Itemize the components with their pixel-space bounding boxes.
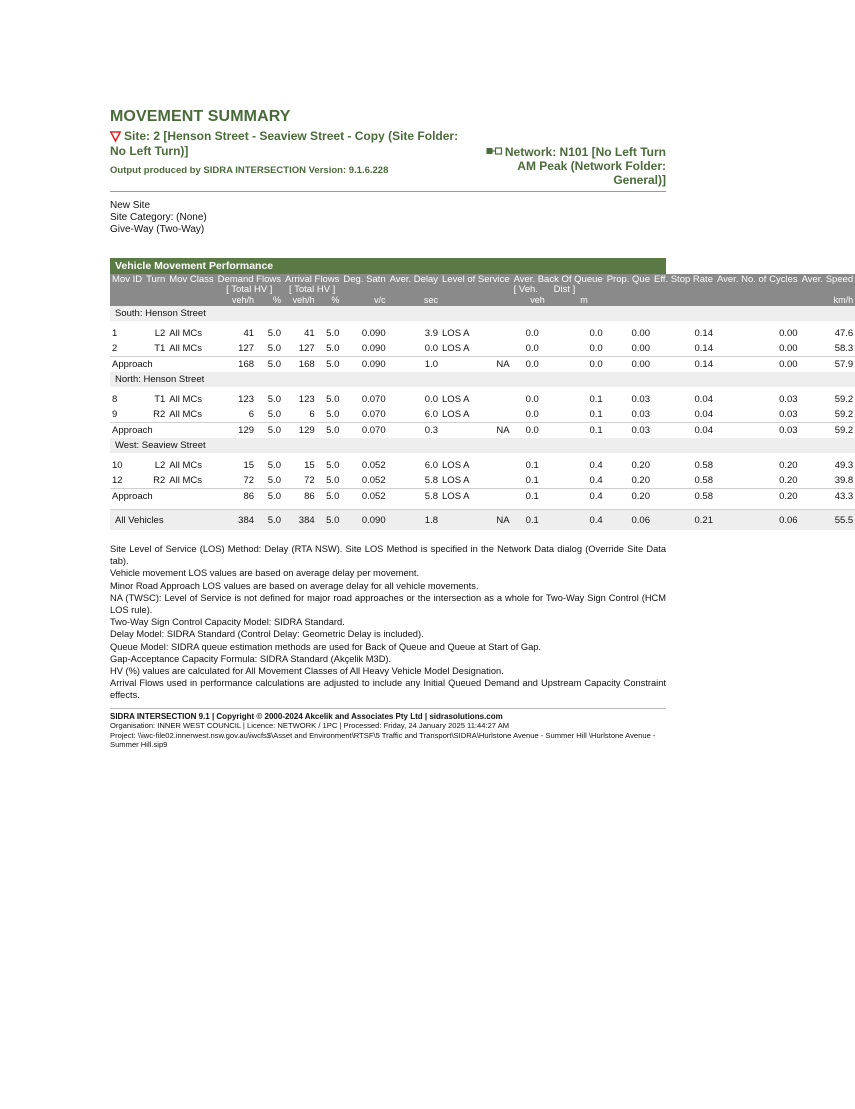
cell-spd: 58.3 bbox=[834, 343, 854, 354]
cell-ahv: 5.0 bbox=[326, 394, 340, 405]
vehicle-movement-performance bbox=[110, 258, 854, 530]
cell-veh: 0.1 bbox=[525, 475, 539, 486]
cell-mov-id: 10 bbox=[112, 460, 123, 471]
cell-turn: L2 bbox=[154, 328, 166, 339]
cell-pq: 0.20 bbox=[605, 489, 652, 505]
cell-dhv: 5.0 bbox=[256, 357, 283, 373]
site-control-type: Give-Way (Two-Way) bbox=[110, 224, 205, 235]
cell-at: 86 bbox=[283, 489, 317, 505]
cell-ahv: 5.0 bbox=[317, 510, 342, 531]
cell-esr: 0.14 bbox=[694, 328, 713, 339]
cell-dt: 123 bbox=[238, 394, 255, 405]
cell-satn: 0.052 bbox=[341, 489, 387, 505]
cell-los: LOS A bbox=[442, 343, 470, 354]
col-arrival-flows: Arrival Flows [ Total HV ] bbox=[284, 274, 340, 295]
network-title bbox=[477, 145, 666, 187]
cell-mov-class: All MCs bbox=[169, 328, 203, 339]
cell-at: 384 bbox=[283, 510, 317, 531]
approach-group-header bbox=[110, 306, 855, 321]
cell-at: 123 bbox=[298, 394, 315, 405]
cell-pq: 0.03 bbox=[605, 423, 652, 439]
cell-los: LOS A bbox=[442, 394, 470, 405]
approach-group-header bbox=[110, 372, 855, 387]
site-title-text: Site: 2 [Henson Street - Seaview Street - Copy (Site Folder: No Left Turn)] bbox=[110, 129, 459, 158]
cell-spd: 55.5 bbox=[800, 510, 855, 531]
cell-pq: 0.03 bbox=[631, 409, 650, 420]
cell-los: LOS A bbox=[442, 460, 470, 471]
cell-delay: 0.0 bbox=[424, 394, 439, 405]
cell-esr: 0.14 bbox=[694, 343, 713, 354]
cell-turn: T1 bbox=[154, 343, 166, 354]
cell-at: 41 bbox=[304, 328, 315, 339]
cell-ahv: 5.0 bbox=[326, 343, 340, 354]
cell-dhv: 5.0 bbox=[267, 475, 281, 486]
cell-dist: 0.1 bbox=[563, 423, 604, 439]
note-item: Queue Model: SIDRA queue estimation methods are used for Back of Queue and Queue at Start of Gap. bbox=[110, 641, 542, 652]
cell-dhv: 5.0 bbox=[267, 328, 281, 339]
note-item: Site Level of Service (LOS) Method: Delay (RTA NSW). Site LOS Method is specified in the Network Data dialog (Override Site Data tab). bbox=[110, 544, 666, 567]
cell-cyc: 0.20 bbox=[779, 475, 798, 486]
cell-veh: 0.1 bbox=[512, 489, 564, 505]
note-item: Arrival Flows used in performance calculations are adjusted to include any Initial Queued Demand and Upstream Capacity Constraint effects. bbox=[110, 678, 666, 701]
cell-mov-id: 1 bbox=[112, 328, 118, 339]
cell-dhv: 5.0 bbox=[267, 409, 281, 420]
note-item: Gap-Acceptance Capacity Formula: SIDRA Standard (Akçelik M3D). bbox=[110, 653, 392, 664]
table-body bbox=[110, 306, 855, 530]
cell-pq: 0.00 bbox=[605, 357, 652, 373]
cell-dhv: 5.0 bbox=[256, 423, 283, 439]
cell-dt: 384 bbox=[216, 510, 256, 531]
cell-veh: 0.0 bbox=[525, 394, 539, 405]
cell-cyc: 0.03 bbox=[715, 423, 800, 439]
note-item: Delay Model: SIDRA Standard (Control Delay: Geometric Delay is included). bbox=[110, 629, 424, 640]
cell-mov-id: 8 bbox=[112, 394, 118, 405]
cell-pq: 0.20 bbox=[631, 460, 650, 471]
cell-at: 127 bbox=[298, 343, 315, 354]
cell-mov-class: All MCs bbox=[169, 343, 203, 354]
cell-approach-label: Approach bbox=[110, 357, 216, 373]
col-level-of-service: Level of Service bbox=[440, 274, 512, 296]
footer bbox=[110, 708, 666, 750]
page-title: MOVEMENT SUMMARY bbox=[110, 108, 291, 125]
cell-approach-label: Approach bbox=[110, 489, 216, 505]
cell-satn: 0.090 bbox=[361, 328, 386, 339]
cell-dt: 41 bbox=[243, 328, 255, 339]
cell-dhv: 5.0 bbox=[267, 460, 281, 471]
site-category: Site Category: (None) bbox=[110, 212, 207, 223]
note-item: Minor Road Approach LOS values are based on average delay for all vehicle movements. bbox=[110, 580, 479, 591]
note-item: Two-Way Sign Control Capacity Model: SIDRA Standard. bbox=[110, 617, 345, 628]
unit-speed: km/h bbox=[800, 296, 855, 306]
cell-pq: 0.00 bbox=[631, 343, 650, 354]
cell-satn: 0.090 bbox=[341, 357, 387, 373]
cell-at: 15 bbox=[304, 460, 315, 471]
cell-dist: 0.1 bbox=[589, 394, 603, 405]
cell-satn: 0.052 bbox=[361, 475, 386, 486]
cell-satn: 0.090 bbox=[361, 343, 386, 354]
give-way-triangle-icon bbox=[110, 131, 121, 142]
cell-dhv: 5.0 bbox=[267, 343, 281, 354]
cell-los: NA bbox=[440, 357, 512, 373]
cell-spd: 47.6 bbox=[834, 328, 854, 339]
cell-dist: 0.4 bbox=[563, 510, 604, 531]
col-turn: Turn bbox=[144, 274, 167, 296]
site-name: New Site bbox=[110, 200, 151, 211]
cell-los: NA bbox=[440, 510, 512, 531]
cell-satn: 0.090 bbox=[341, 510, 387, 531]
cell-esr: 0.58 bbox=[694, 460, 713, 471]
cell-mov-class: All MCs bbox=[169, 475, 203, 486]
unit-demand-hv: % bbox=[256, 296, 283, 306]
cell-veh: 0.0 bbox=[512, 357, 564, 373]
cell-esr: 0.58 bbox=[652, 489, 715, 505]
cell-pq: 0.03 bbox=[631, 394, 650, 405]
approach-group-header bbox=[110, 438, 855, 453]
output-line: Output produced by SIDRA INTERSECTION Version: 9.1.6.228 bbox=[110, 165, 389, 176]
cell-ahv: 5.0 bbox=[326, 409, 340, 420]
approach-name: South: Henson Street bbox=[110, 306, 855, 321]
approach-summary-row bbox=[110, 489, 855, 505]
cell-satn: 0.070 bbox=[341, 423, 387, 439]
cell-turn: L2 bbox=[154, 460, 166, 471]
cell-dhv: 5.0 bbox=[256, 510, 283, 531]
cell-satn: 0.052 bbox=[361, 460, 386, 471]
cell-mov-class: All MCs bbox=[169, 409, 203, 420]
cell-dt: 127 bbox=[238, 343, 255, 354]
cell-turn: R2 bbox=[153, 409, 166, 420]
cell-cyc: 0.20 bbox=[715, 489, 800, 505]
cell-esr: 0.21 bbox=[652, 510, 715, 531]
report-page bbox=[110, 108, 854, 750]
cell-ahv: 5.0 bbox=[326, 328, 340, 339]
cell-ahv: 5.0 bbox=[326, 460, 340, 471]
cell-satn: 0.070 bbox=[361, 409, 386, 420]
cell-dt: 72 bbox=[243, 475, 255, 486]
cell-satn: 0.070 bbox=[361, 394, 386, 405]
cell-esr: 0.58 bbox=[694, 475, 713, 486]
col-mov-id: Mov ID bbox=[110, 274, 144, 296]
cell-dhv: 5.0 bbox=[256, 489, 283, 505]
cell-dist: 0.0 bbox=[589, 328, 603, 339]
approach-summary-row bbox=[110, 357, 855, 373]
cell-dist: 0.4 bbox=[589, 460, 603, 471]
unit-delay: sec bbox=[388, 296, 440, 306]
footer-project-path: Project: \\iwc-file02.innerwest.nsw.gov.au\iwcfs$\Asset and Environment\RTSF\5 Traffic and Transport\SIDRA\Hurlstone Avenue - Summer Hill \Hurlstone Avenue - Summer Hill.sip9 bbox=[110, 730, 656, 750]
cell-dt: 86 bbox=[216, 489, 256, 505]
approach-name: North: Henson Street bbox=[110, 372, 855, 387]
col-aver-delay: Aver. Delay bbox=[388, 274, 440, 296]
cell-dist: 0.1 bbox=[589, 409, 603, 420]
network-icon bbox=[486, 147, 502, 156]
cell-dist: 0.0 bbox=[589, 343, 603, 354]
table-units-row bbox=[110, 296, 855, 306]
cell-delay: 5.8 bbox=[424, 475, 439, 486]
cell-veh: 0.0 bbox=[512, 423, 564, 439]
cell-mov-id: 2 bbox=[112, 343, 118, 354]
table-row bbox=[110, 326, 855, 341]
cell-spd: 59.2 bbox=[800, 423, 855, 439]
performance-table bbox=[110, 274, 855, 530]
network-title-text: Network: N101 [No Left Turn AM Peak (Network Folder: General)] bbox=[504, 145, 666, 187]
report-header bbox=[110, 129, 666, 187]
note-item: NA (TWSC): Level of Service is not defined for major road approaches or the intersection as a whole for Two-Way Sign Control (HCM LOS rule). bbox=[110, 592, 666, 616]
cell-pq: 0.06 bbox=[605, 510, 652, 531]
cell-delay: 3.9 bbox=[424, 328, 439, 339]
cell-dt: 129 bbox=[216, 423, 256, 439]
notes bbox=[110, 543, 666, 702]
cell-pq: 0.20 bbox=[631, 475, 650, 486]
table-row bbox=[110, 407, 855, 423]
cell-cyc: 0.00 bbox=[715, 357, 800, 373]
cell-mov-id: 9 bbox=[112, 409, 118, 420]
col-prop-que: Prop. Que bbox=[605, 274, 652, 296]
cell-los: LOS A bbox=[440, 489, 512, 505]
table-row bbox=[110, 458, 855, 473]
cell-at: 72 bbox=[304, 475, 315, 486]
cell-dist: 0.4 bbox=[563, 489, 604, 505]
cell-mov-class: All MCs bbox=[169, 460, 203, 471]
col-deg-satn: Deg. Satn bbox=[341, 274, 387, 296]
table-row bbox=[110, 392, 855, 407]
cell-esr: 0.04 bbox=[694, 409, 713, 420]
cell-veh: 0.0 bbox=[525, 328, 539, 339]
cell-ahv: 5.0 bbox=[317, 489, 342, 505]
cell-spd: 59.2 bbox=[834, 394, 854, 405]
cell-los: LOS A bbox=[442, 409, 470, 420]
cell-esr: 0.04 bbox=[694, 394, 713, 405]
cell-delay: 0.0 bbox=[424, 343, 439, 354]
cell-dt: 6 bbox=[248, 409, 255, 420]
table-row bbox=[110, 341, 855, 357]
col-demand-flows: Demand Flows [ Total HV ] bbox=[217, 274, 281, 295]
cell-cyc: 0.20 bbox=[779, 460, 798, 471]
col-eff-stop-rate: Eff. Stop Rate bbox=[652, 274, 715, 296]
cell-cyc: 0.03 bbox=[779, 409, 798, 420]
cell-at: 6 bbox=[309, 409, 315, 420]
cell-spd: 57.9 bbox=[800, 357, 855, 373]
footer-organisation: Organisation: INNER WEST COUNCIL | Licence: NETWORK / 1PC | Processed: Friday, 24 January 2025 11:44:27 AM bbox=[110, 721, 510, 731]
approach-name: West: Seaview Street bbox=[110, 438, 855, 453]
unit-arrival-total: veh/h bbox=[283, 296, 317, 306]
cell-dt: 15 bbox=[243, 460, 255, 471]
cell-dhv: 5.0 bbox=[267, 394, 281, 405]
unit-veh: veh bbox=[512, 296, 564, 306]
cell-approach-label: Approach bbox=[110, 423, 216, 439]
note-item: Vehicle movement LOS values are based on average delay per movement. bbox=[110, 568, 420, 579]
all-vehicles-row bbox=[110, 510, 855, 531]
cell-all-vehicles-label: All Vehicles bbox=[110, 510, 216, 531]
cell-at: 129 bbox=[283, 423, 317, 439]
cell-ahv: 5.0 bbox=[326, 475, 340, 486]
cell-cyc: 0.03 bbox=[779, 394, 798, 405]
cell-veh: 0.1 bbox=[512, 510, 564, 531]
unit-arrival-hv: % bbox=[317, 296, 342, 306]
cell-ahv: 5.0 bbox=[317, 357, 342, 373]
cell-spd: 59.2 bbox=[834, 409, 854, 420]
unit-demand-total: veh/h bbox=[216, 296, 256, 306]
col-back-of-queue: Aver. Back Of Queue [ Veh. Dist ] bbox=[513, 274, 603, 295]
cell-cyc: 0.00 bbox=[779, 343, 798, 354]
cell-spd: 49.3 bbox=[834, 460, 854, 471]
cell-delay: 6.0 bbox=[424, 409, 439, 420]
cell-delay: 5.8 bbox=[388, 489, 440, 505]
cell-mov-id: 12 bbox=[112, 475, 123, 486]
approach-summary-row bbox=[110, 423, 855, 439]
cell-veh: 0.0 bbox=[525, 409, 539, 420]
cell-pq: 0.00 bbox=[631, 328, 650, 339]
cell-delay: 1.0 bbox=[388, 357, 440, 373]
cell-delay: 6.0 bbox=[424, 460, 439, 471]
cell-delay: 0.3 bbox=[388, 423, 440, 439]
cell-los: LOS A bbox=[442, 328, 470, 339]
cell-dist: 0.0 bbox=[563, 357, 604, 373]
cell-dist: 0.4 bbox=[589, 475, 603, 486]
col-aver-speed: Aver. Speed bbox=[800, 274, 855, 296]
site-info bbox=[110, 200, 666, 236]
table-title: Vehicle Movement Performance bbox=[110, 258, 666, 274]
cell-turn: R2 bbox=[153, 475, 166, 486]
cell-esr: 0.04 bbox=[652, 423, 715, 439]
cell-dt: 168 bbox=[216, 357, 256, 373]
cell-turn: T1 bbox=[154, 394, 166, 405]
unit-dist: m bbox=[563, 296, 604, 306]
table-header-row bbox=[110, 274, 855, 296]
note-item: HV (%) values are calculated for All Movement Classes of All Heavy Vehicle Model Designation. bbox=[110, 666, 504, 677]
col-mov-class: Mov Class bbox=[167, 274, 215, 296]
col-aver-no-cycles: Aver. No. of Cycles bbox=[715, 274, 800, 296]
cell-esr: 0.14 bbox=[652, 357, 715, 373]
header-divider bbox=[110, 191, 666, 192]
cell-los: NA bbox=[440, 423, 512, 439]
cell-los: LOS A bbox=[442, 475, 470, 486]
cell-mov-class: All MCs bbox=[169, 394, 203, 405]
footer-copyright: SIDRA INTERSECTION 9.1 | Copyright © 2000-2024 Akcelik and Associates Pty Ltd | sidrasolutions.com bbox=[110, 711, 503, 721]
cell-spd: 39.8 bbox=[834, 475, 854, 486]
cell-delay: 1.8 bbox=[388, 510, 440, 531]
cell-at: 168 bbox=[283, 357, 317, 373]
site-block bbox=[110, 129, 477, 187]
cell-veh: 0.0 bbox=[525, 343, 539, 354]
site-title bbox=[110, 129, 477, 159]
cell-veh: 0.1 bbox=[525, 460, 539, 471]
cell-spd: 43.3 bbox=[800, 489, 855, 505]
table-row bbox=[110, 473, 855, 489]
cell-cyc: 0.06 bbox=[715, 510, 800, 531]
cell-cyc: 0.00 bbox=[779, 328, 798, 339]
cell-ahv: 5.0 bbox=[317, 423, 342, 439]
unit-satn: v/c bbox=[341, 296, 387, 306]
